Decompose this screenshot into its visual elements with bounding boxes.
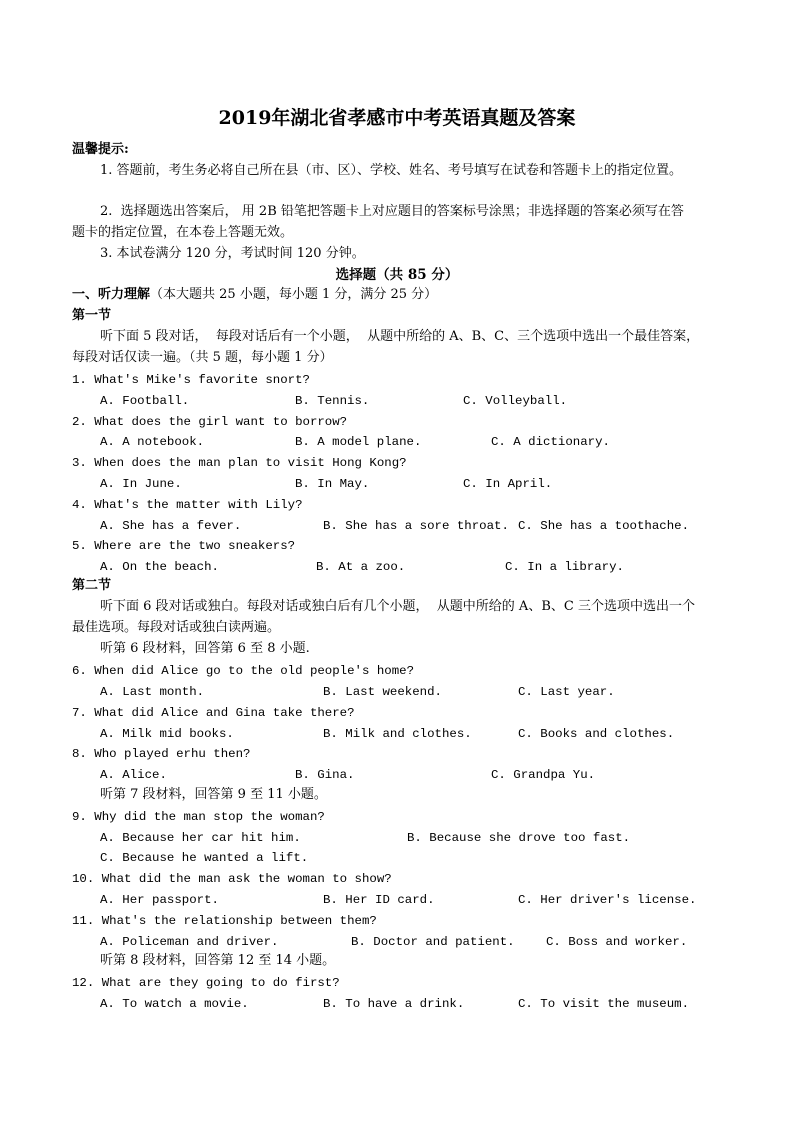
question-6: 6. When did Alice go to the old people's home? (72, 664, 415, 678)
material-7-instruction: 听第 7 段材料，回答第 9 至 11 小题。 (100, 787, 327, 802)
question-1-option-a: A. Football. (100, 394, 190, 408)
question-9: 9. Why did the man stop the woman? (72, 810, 325, 824)
question-6-option-b: B. Last weekend. (323, 685, 442, 699)
question-11-option-b: B. Doctor and patient. (351, 935, 515, 949)
part1-heading: 一、听力理解 (72, 287, 151, 302)
question-12-option-c: C. To visit the museum. (518, 997, 690, 1011)
question-5-option-c: C. In a library. (505, 560, 624, 574)
question-8-option-a: A. Alice. (100, 768, 167, 782)
section-title: 选择题（共 85 分） (335, 267, 459, 283)
question-1: 1. What's Mike's favorite snort? (72, 373, 310, 387)
page-title: 2019年湖北省孝感市中考英语真题及答案 (218, 107, 576, 129)
question-4-option-b: B. She has a sore throat. (323, 519, 509, 533)
question-1-option-b: B. Tennis. (295, 394, 370, 408)
question-10-option-a: A. Her passport. (100, 893, 219, 907)
question-3-option-c: C. In April. (463, 477, 553, 491)
question-11-option-c: C. Boss and worker. (546, 935, 688, 949)
question-9-option-b: B. Because she drove too fast. (407, 831, 631, 845)
question-10-option-c: C. Her driver's license. (518, 893, 697, 907)
sub1-instruction-line-2: 每段对话仅读一遍。（共 5 题，每小题 1 分） (72, 350, 333, 365)
question-9-option-a: A. Because her car hit him. (100, 831, 301, 845)
sub1-heading: 第一节 (72, 308, 112, 323)
notice-item-2-line-1: 2. 选择题选出答案后， 用 2B 铅笔把答题卡上对应题目的答案标号涂黑；非选择题的答案必须写在答 (100, 204, 684, 219)
question-6-option-c: C. Last year. (518, 685, 615, 699)
material-6-instruction: 听第 6 段材料，回答第 6 至 8 小题. (100, 641, 310, 656)
question-7-option-c: C. Books and clothes. (518, 727, 675, 741)
question-10-option-b: B. Her ID card. (323, 893, 435, 907)
question-5-option-b: B. At a zoo. (316, 560, 406, 574)
question-12-option-a: A. To watch a movie. (100, 997, 249, 1011)
question-6-option-a: A. Last month. (100, 685, 205, 699)
question-1-option-c: C. Volleyball. (463, 394, 568, 408)
notice-item-3: 3. 本试卷满分 120 分，考试时间 120 分钟。 (100, 246, 365, 261)
part1-heading-line (72, 286, 437, 304)
question-5-option-a: A. On the beach. (100, 560, 219, 574)
question-3-option-a: A. In June. (100, 477, 182, 491)
question-9-option-c: C. Because he wanted a lift. (100, 851, 309, 865)
sub2-instruction-line-2: 最佳选项。每段对话或独白读两遍。 (72, 620, 281, 635)
question-4-option-c: C. She has a toothache. (518, 519, 690, 533)
sub2-instruction-line-1: 听下面 6 段对话或独白。每段对话或独白后有几个小题， 从题中所给的 A、B、C 三个选项中选出一个 (100, 599, 695, 614)
question-10: 10. What did the man ask the woman to show? (72, 872, 392, 886)
question-7-option-b: B. Milk and clothes. (323, 727, 472, 741)
question-8-option-c: C. Grandpa Yu. (491, 768, 596, 782)
material-8-instruction: 听第 8 段材料，回答第 12 至 14 小题。 (100, 953, 336, 968)
notice-heading: 温馨提示: (72, 142, 129, 157)
question-3-option-b: B. In May. (295, 477, 370, 491)
notice-item-2-line-2: 题卡的指定位置，在本卷上答题无效。 (72, 225, 294, 240)
question-4-option-a: A. She has a fever. (100, 519, 242, 533)
question-8-option-b: B. Gina. (295, 768, 355, 782)
question-2-option-b: B. A model plane. (295, 435, 422, 449)
question-4: 4. What's the matter with Lily? (72, 498, 303, 512)
question-2-option-a: A. A notebook. (100, 435, 205, 449)
question-11: 11. What's the relationship between them? (72, 914, 377, 928)
notice-item-1: 1. 答题前，考生务必将自己所在县（市、区）、学校、姓名、考号填写在试卷和答题卡上的指定位置。 (100, 163, 683, 178)
question-12: 12. What are they going to do first? (72, 976, 340, 990)
question-2-option-c: C. A dictionary. (491, 435, 610, 449)
question-12-option-b: B. To have a drink. (323, 997, 465, 1011)
sub2-heading: 第二节 (72, 578, 112, 593)
question-7: 7. What did Alice and Gina take there? (72, 706, 355, 720)
question-5: 5. Where are the two sneakers? (72, 539, 296, 553)
question-3: 3. When does the man plan to visit Hong Kong? (72, 456, 407, 470)
part1-heading-note: （本大题共 25 小题，每小题 1 分，满分 25 分） (150, 287, 438, 302)
question-2: 2. What does the girl want to borrow? (72, 415, 348, 429)
sub1-instruction-line-1: 听下面 5 段对话， 每段对话后有一个小题， 从题中所给的 A、B、C、三个选项中选出一个最佳答案， (100, 329, 700, 344)
question-11-option-a: A. Policeman and driver. (100, 935, 279, 949)
question-7-option-a: A. Milk mid books. (100, 727, 234, 741)
question-8: 8. Who played erhu then? (72, 747, 251, 761)
